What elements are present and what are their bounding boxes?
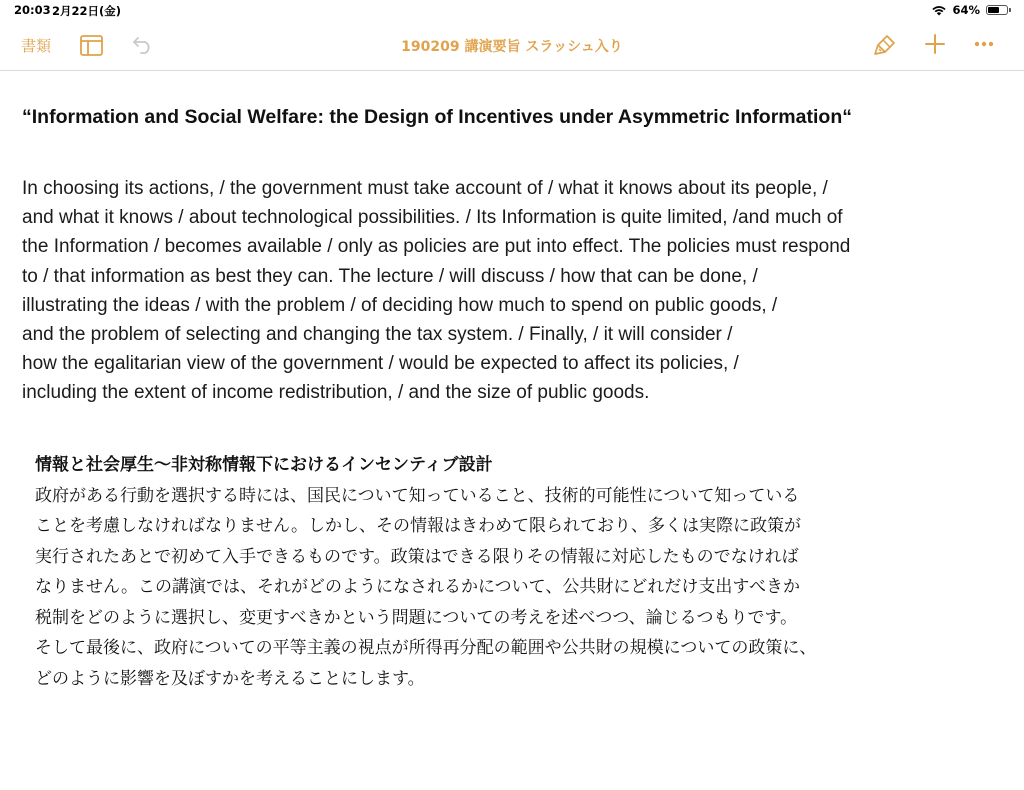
english-line: the Information / becomes available / only as policies are put into effect. The policies must respond: [22, 236, 851, 258]
english-line: and the problem of selecting and changing the tax system. / Finally, / it will consider /: [22, 324, 733, 346]
japanese-line: そして最後に、政府についての平等主義の視点が所得再分配の範囲や公共財の規模についての政策に、: [35, 638, 817, 658]
sidebar-toggle-icon[interactable]: [80, 35, 103, 56]
english-line: and what it knows / about technological possibilities. / Its Information is quite limited, /and much of: [22, 207, 843, 229]
japanese-line: なりません。この講演では、それがどのようになされるかについて、公共財にどれだけ支出すべきか: [35, 577, 800, 597]
document-title[interactable]: 190209 講演要旨 スラッシュ入り: [401, 39, 623, 55]
battery-percent: 64%: [952, 3, 980, 17]
add-icon[interactable]: [924, 33, 946, 55]
format-brush-icon[interactable]: [873, 33, 897, 57]
english-line: how the egalitarian view of the government / would be expected to affect its policies, /: [22, 353, 739, 375]
japanese-line: 税制をどのように選択し、変更すべきかという問題についての考えを述べつつ、論じるつもりです。: [35, 607, 798, 628]
japanese-line: 政府がある行動を選択する時には、国民について知っていること、技術的可能性について知っている: [35, 485, 800, 506]
japanese-abstract: [35, 450, 935, 694]
english-line: In choosing its actions, / the government must take account of / what it knows about its people, /: [22, 178, 828, 199]
japanese-line: ことを考慮しなければなりません。しかし、その情報はきわめて限られており、多くは実際に政策が: [35, 516, 802, 536]
english-line: to / that information as best they can. The lecture / will discuss / how that can be done, /: [22, 265, 758, 287]
battery-level: [988, 7, 999, 13]
japanese-heading: 情報と社会厚生〜非対称情報下におけるインセンティブ設計: [35, 455, 493, 475]
documents-button[interactable]: 書類: [21, 37, 52, 55]
battery-icon: [986, 5, 1008, 15]
toolbar: [0, 22, 1024, 71]
more-icon[interactable]: [974, 40, 994, 48]
undo-icon[interactable]: [132, 36, 154, 54]
english-line: including the extent of income redistribution, / and the size of public goods.: [22, 382, 650, 404]
status-time: 20:03: [14, 3, 51, 17]
english-line: illustrating the ideas / with the problem / of deciding how much to spend on public goods, /: [22, 294, 778, 316]
japanese-line: 実行されたあとで初めて入手できるものです。政策はできる限りその情報に対応したものでなければ: [35, 546, 799, 567]
english-abstract: [22, 174, 1002, 408]
status-date: 2月22日(金): [52, 4, 122, 18]
status-bar: [0, 0, 1024, 22]
wifi-icon: [932, 5, 946, 16]
document-heading: “Information and Social Welfare: the Design of Incentives under Asymmetric Information“: [22, 106, 852, 128]
status-right: [932, 3, 1008, 17]
japanese-line: どのように影響を及ぼすかを考えることにします。: [35, 668, 425, 689]
